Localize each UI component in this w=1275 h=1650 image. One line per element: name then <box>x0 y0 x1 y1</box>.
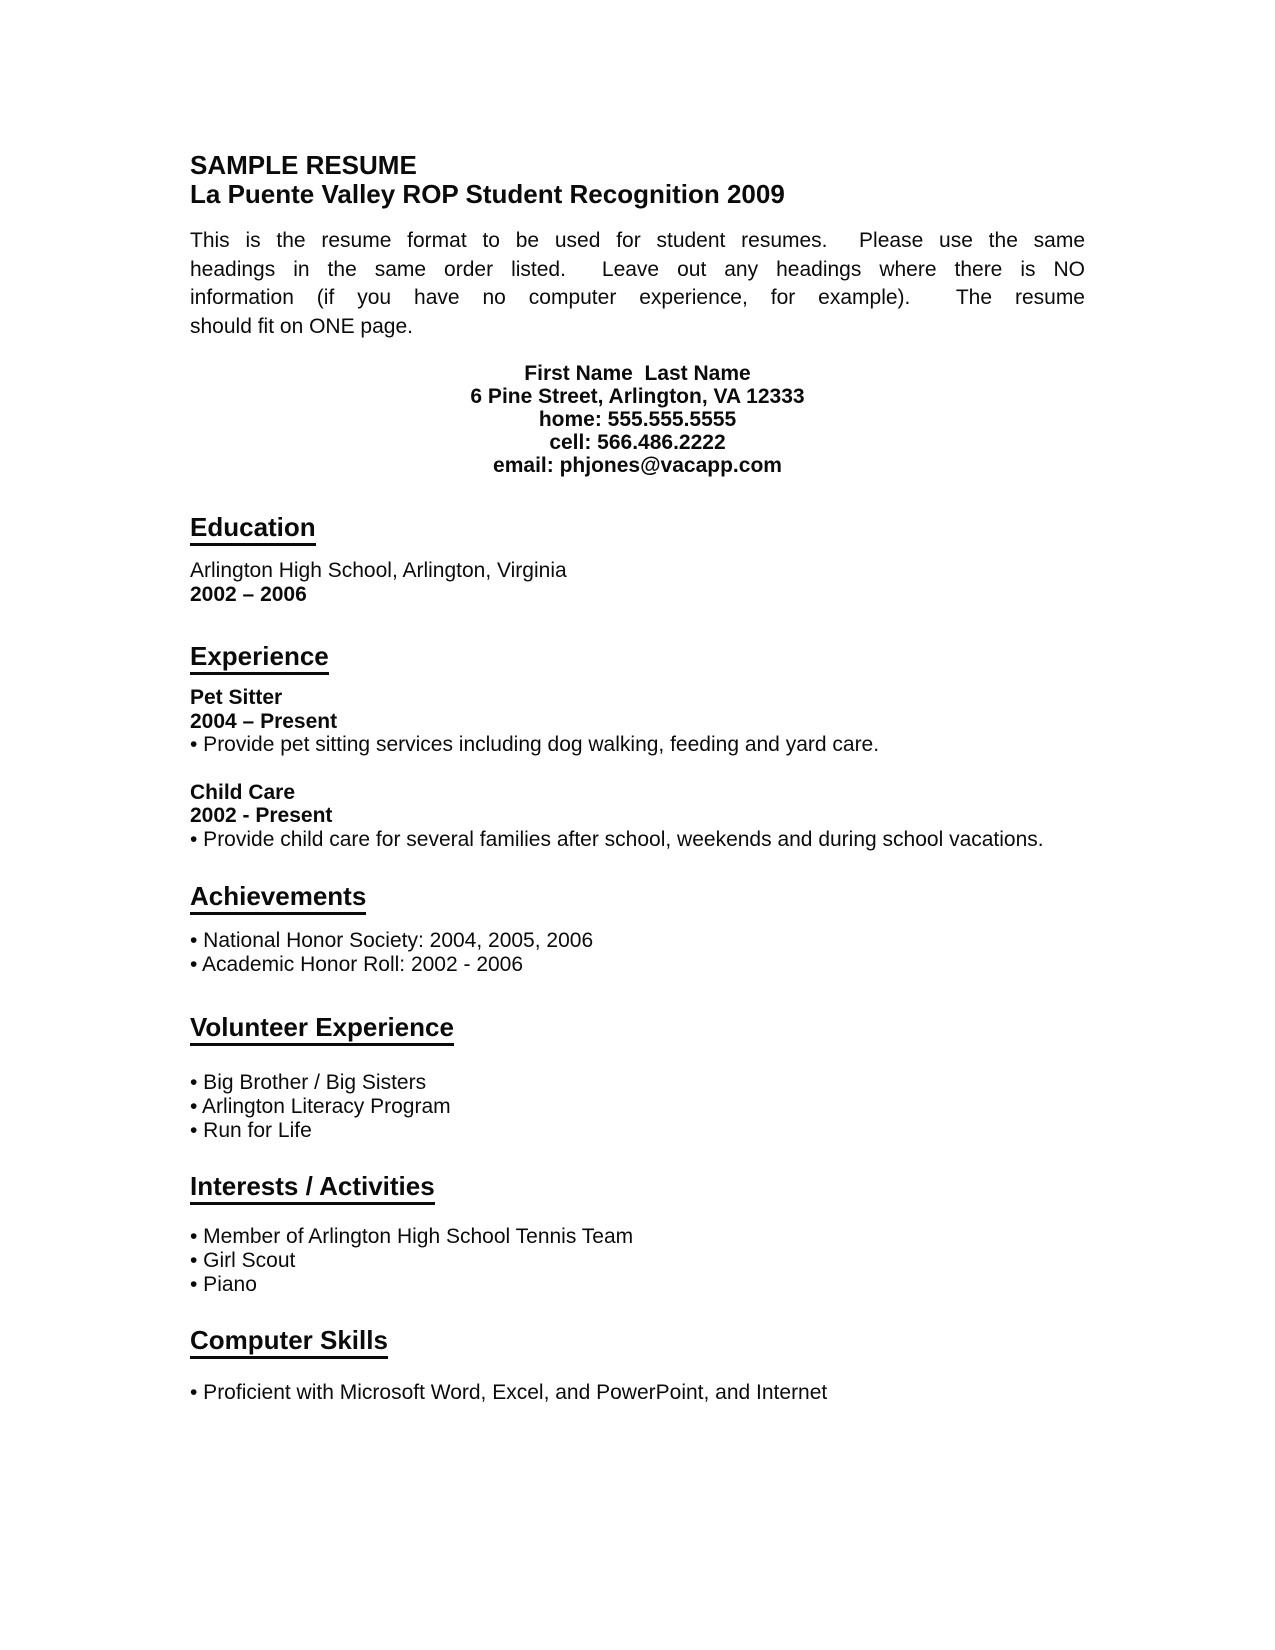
job-title: Pet Sitter <box>190 686 283 710</box>
job-bullet: • Provide pet sitting services including dog walking, feeding and yard care. <box>190 733 880 757</box>
document-header <box>190 151 1085 209</box>
section-heading-volunteer <box>190 1012 1085 1042</box>
contact-name: First Name Last Name <box>524 362 751 386</box>
section-education <box>190 512 1085 606</box>
experience-job <box>190 781 1085 852</box>
contact-address: 6 Pine Street, Arlington, VA 12333 <box>470 385 805 409</box>
section-heading-text: Achievements <box>190 881 366 915</box>
doc-subtitle: La Puente Valley ROP Student Recognition 2009 <box>190 179 785 209</box>
intro-paragraph <box>190 227 1085 341</box>
section-heading-achievements <box>190 881 1085 911</box>
contact-block <box>190 362 1085 477</box>
experience-job <box>190 686 1085 757</box>
list-item: • Academic Honor Roll: 2002 - 2006 <box>190 953 524 977</box>
list-item: • National Honor Society: 2004, 2005, 2006 <box>190 929 594 953</box>
contact-cell-phone: cell: 566.486.2222 <box>549 431 726 455</box>
intro-line: This is the resume format to be used for student resumes. Please use the same <box>190 229 1085 252</box>
list-item: • Girl Scout <box>190 1249 296 1273</box>
intro-line: should fit on ONE page. <box>190 314 413 338</box>
list-item: • Proficient with Microsoft Word, Excel, and PowerPoint, and Internet <box>190 1381 828 1405</box>
list-item: • Run for Life <box>190 1119 312 1143</box>
list-item: • Member of Arlington High School Tennis Team <box>190 1225 634 1249</box>
intro-line: information (if you have no computer experience, for example). The resume <box>190 286 1085 310</box>
list-item: • Piano <box>190 1273 257 1297</box>
job-dates: 2002 - Present <box>190 804 333 828</box>
section-experience <box>190 641 1085 851</box>
section-heading-text: Education <box>190 512 316 546</box>
section-heading-text: Interests / Activities <box>190 1171 435 1205</box>
intro-line: headings in the same order listed. Leave out any headings where there is NO <box>190 257 1085 281</box>
education-content <box>190 559 1085 606</box>
list-item: • Big Brother / Big Sisters <box>190 1071 427 1095</box>
doc-title: SAMPLE RESUME <box>190 150 417 180</box>
section-heading-text: Computer Skills <box>190 1325 388 1359</box>
job-dates: 2004 – Present <box>190 709 338 733</box>
job-bullet: • Provide child care for several families after school, weekends and during school vacations. <box>190 827 1044 851</box>
contact-home-phone: home: 555.555.5555 <box>538 408 737 432</box>
job-title: Child Care <box>190 780 296 804</box>
section-interests-activities <box>190 1171 1085 1297</box>
achievements-list <box>190 929 1085 977</box>
section-heading-text: Volunteer Experience <box>190 1012 454 1046</box>
section-volunteer-experience <box>190 1012 1085 1143</box>
section-heading-interests <box>190 1171 1085 1201</box>
contact-email: email: phjones@vacapp.com <box>493 454 782 478</box>
list-item: • Arlington Literacy Program <box>190 1095 451 1119</box>
section-heading-computer-skills <box>190 1325 1085 1355</box>
computer-skills-list <box>190 1381 1085 1405</box>
education-school: Arlington High School, Arlington, Virginia <box>190 559 567 583</box>
section-computer-skills <box>190 1325 1085 1405</box>
section-heading-education <box>190 512 1085 542</box>
volunteer-list <box>190 1071 1085 1143</box>
section-achievements <box>190 881 1085 977</box>
education-dates: 2002 – 2006 <box>190 582 307 606</box>
section-heading-experience <box>190 641 1085 671</box>
section-heading-text: Experience <box>190 641 329 675</box>
interests-list <box>190 1225 1085 1297</box>
